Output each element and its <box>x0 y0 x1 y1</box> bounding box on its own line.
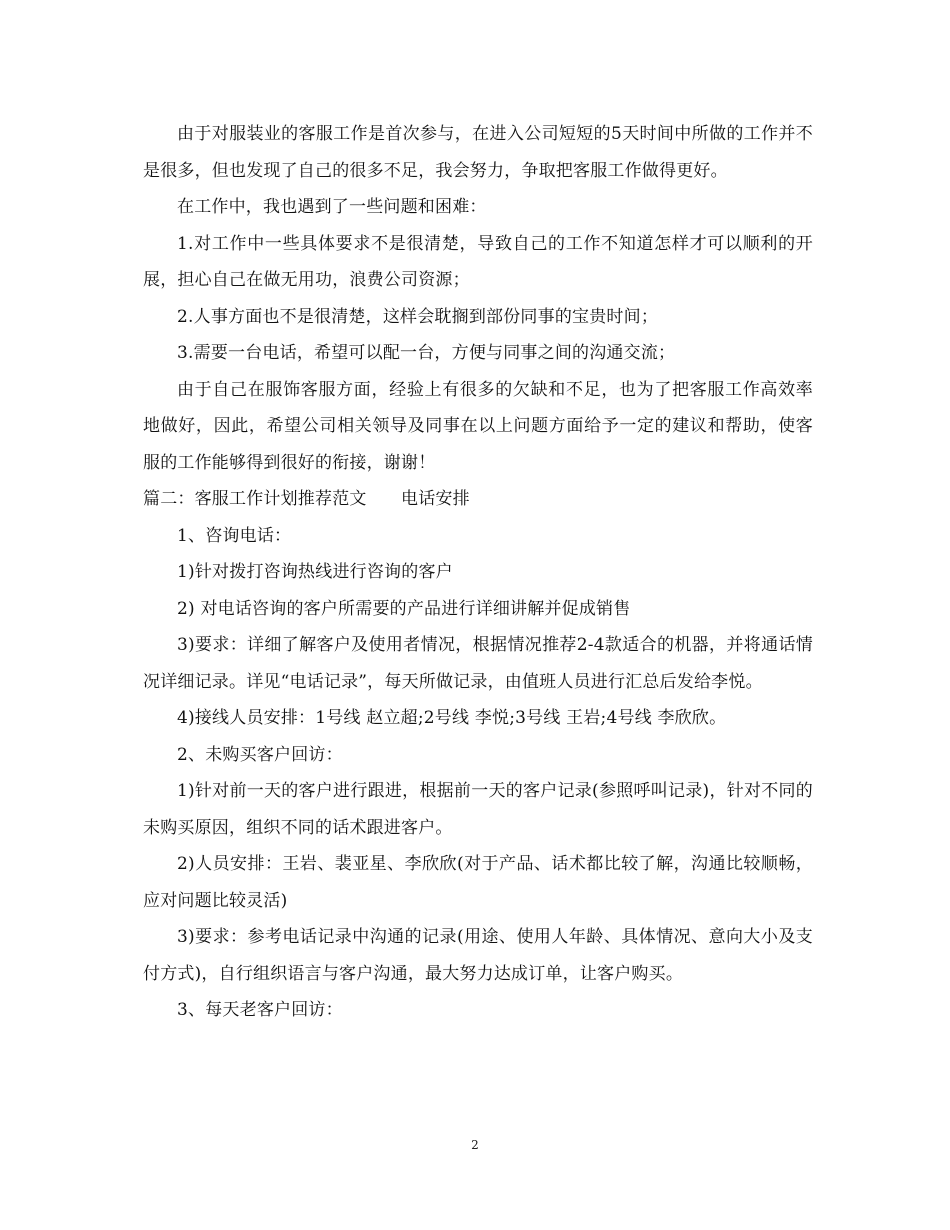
paragraph: 1.对工作中一些具体要求不是很清楚，导致自己的工作不知道怎样才可以顺利的开展，担心自己在做无用功，浪费公司资源； <box>143 233 813 290</box>
page-number: 2 <box>471 1138 479 1152</box>
document-body <box>143 116 813 1029</box>
paragraph: 2.人事方面也不是很清楚，这样会耽搁到部份同事的宝贵时间； <box>177 306 659 327</box>
paragraph: 1、咨询电话： <box>177 525 292 546</box>
paragraph: 1)针对前一天的客户进行跟进，根据前一天的客户记录(参照呼叫记录)，针对不同的未购买原因，组织不同的话术跟进客户。 <box>143 781 813 838</box>
paragraph: 3、每天老客户回访： <box>177 1000 343 1020</box>
paragraph: 1)针对拨打咨询热线进行咨询的客户 <box>177 562 453 582</box>
section-heading: 篇二：客服工作计划推荐范文 电话安排 <box>143 489 470 509</box>
paragraph: 3)要求：详细了解客户及使用者情况，根据情况推荐2-4款适合的机器，并将通话情况详细记录。详见“电话记录”，每天所做记录，由值班人员进行汇总后发给李悦。 <box>143 635 813 692</box>
paragraph: 在工作中，我也遇到了一些问题和困难： <box>177 197 487 217</box>
paragraph: 由于自己在服饰客服方面，经验上有很多的欠缺和不足，也为了把客服工作高效率地做好，因此，希望公司相关领导及同事在以上问题方面给予一定的建议和帮助，使客服的工作能够得到很好的衔接，谢谢！ <box>143 379 813 473</box>
paragraph: 4)接线人员安排：1号线 赵立超;2号线 李悦;3号线 王岩;4号线 李欣欣。 <box>177 708 727 728</box>
paragraph: 2)人员安排：王岩、裴亚星、李欣欣(对于产品、话术都比较了解，沟通比较顺畅，应对问题比较灵活) <box>143 854 813 911</box>
paragraph: 由于对服装业的客服工作是首次参与，在进入公司短短的5天时间中所做的工作并不是很多，但也发现了自己的很多不足，我会努力，争取把客服工作做得更好。 <box>143 124 813 181</box>
paragraph: 3.需要一台电话，希望可以配一台，方便与同事之间的沟通交流； <box>177 343 676 363</box>
paragraph: 3)要求：参考电话记录中沟通的记录(用途、使用人年龄、具体情况、意向大小及支付方式)，自行组织语言与客户沟通，最大努力达成订单，让客户购买。 <box>143 927 813 984</box>
paragraph: 2、未购买客户回访： <box>177 744 343 765</box>
paragraph: 2) 对电话咨询的客户所需要的产品进行详细讲解并促成销售 <box>177 598 631 619</box>
